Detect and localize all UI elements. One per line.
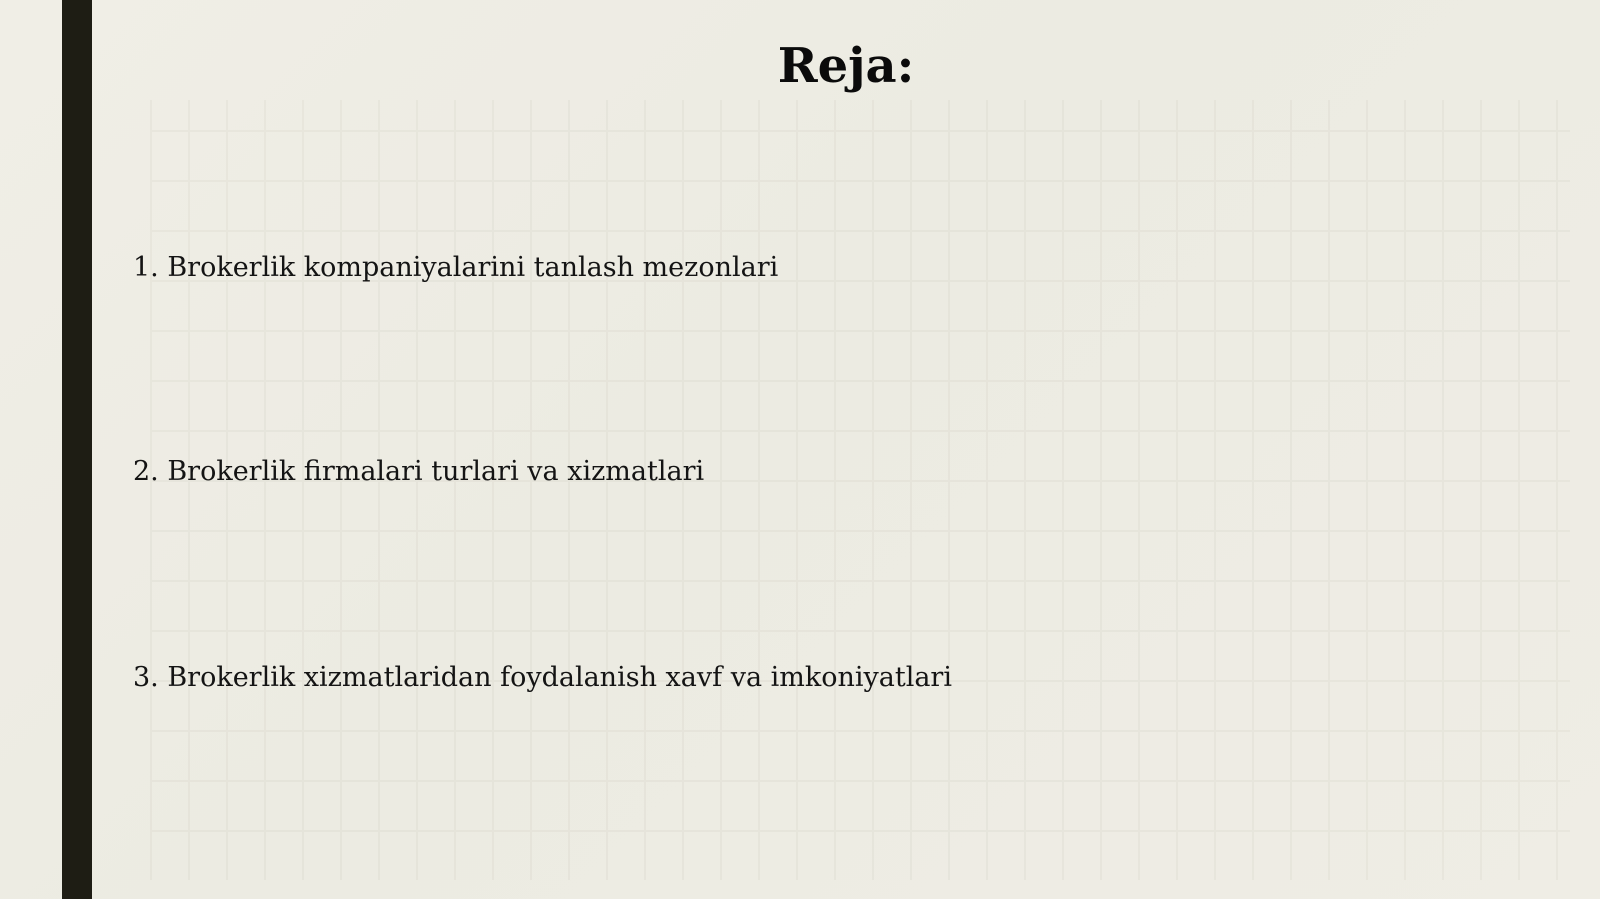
slide-title: Reja:	[777, 38, 915, 94]
plan-item-3: 3. Brokerlik xizmatlaridan foydalanish xavf va imkoniyatlari	[133, 662, 952, 693]
plan-item-2: 2. Brokerlik firmalari turlari va xizmatlari	[133, 456, 705, 487]
accent-bar	[62, 0, 92, 899]
background-texture	[150, 100, 1570, 880]
plan-item-1: 1. Brokerlik kompaniyalarini tanlash mezonlari	[133, 252, 779, 283]
